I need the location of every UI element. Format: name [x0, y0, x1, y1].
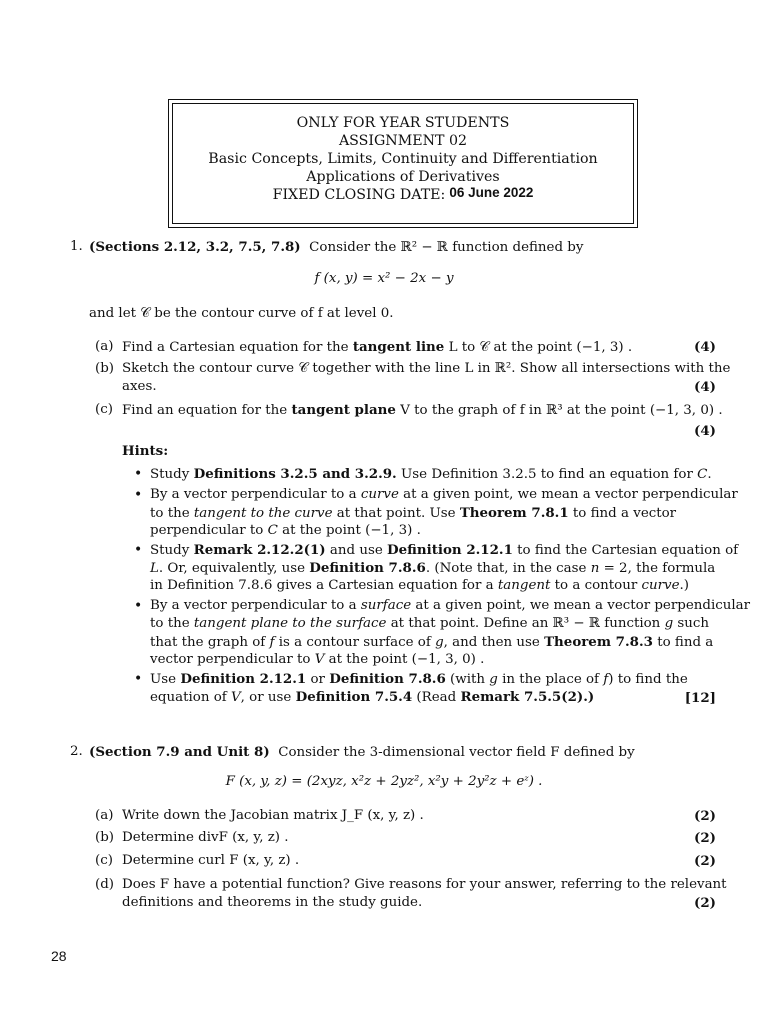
- q2-part-c-label: (c): [95, 853, 113, 868]
- q1-total-marks: [12]: [684, 690, 716, 706]
- hint-text: at the point (−1, 3, 0) .: [324, 652, 485, 667]
- hint-line: [150, 559, 715, 578]
- q1-part-c-marks: (4): [694, 423, 716, 439]
- header-line-1: ONLY FOR YEAR STUDENTS: [296, 115, 510, 131]
- hint-text: or: [306, 672, 330, 687]
- hint-line: [150, 486, 738, 504]
- hint-text: . Or, equivalently, use: [158, 561, 310, 576]
- hint-text: Study: [150, 543, 194, 558]
- hint-italic-text: g: [435, 635, 444, 650]
- hint-line: [150, 633, 713, 652]
- q2-part-a-text: Write down the Jacobian matrix J_F (x, y, z) .: [122, 808, 424, 823]
- q1-part-a-marks: (4): [694, 339, 716, 355]
- q1-part-c-text: [122, 401, 723, 420]
- hint-italic-text: surface: [360, 598, 412, 613]
- hint-text: at that point. Define an ℝ³ − ℝ function: [386, 616, 665, 631]
- q2-part-b-text: Determine divF (x, y, z) .: [122, 830, 289, 845]
- hint-text: , or use: [240, 690, 296, 705]
- header-text: [169, 114, 637, 204]
- q2-number: 2.: [70, 744, 83, 759]
- hint-bold-text: Definition 2.12.1: [387, 542, 513, 558]
- q1-part-a-post: L to 𝒞 at the point (−1, 3) .: [448, 340, 633, 355]
- hint-text: (Read: [412, 690, 461, 705]
- hint-bullet: •: [134, 466, 143, 482]
- hint-text: to the: [150, 506, 194, 521]
- hint-line: [150, 522, 421, 540]
- hint-text: at that point. Use: [332, 506, 460, 521]
- hint-italic-text: tangent plane to the surface: [193, 616, 387, 631]
- hint-line: [150, 651, 484, 669]
- hint-bold-text: Theorem 7.8.3: [544, 634, 653, 650]
- hint-italic-text: tangent to the curve: [193, 506, 333, 521]
- hint-bold-text: Remark 2.12.2(1): [193, 542, 326, 558]
- hint-italic-text: curve: [360, 487, 399, 502]
- hint-italic-text: n: [590, 561, 600, 576]
- hints-title: Hints:: [122, 443, 169, 459]
- header-line-3: Basic Concepts, Limits, Continuity and Differentiation: [208, 151, 598, 167]
- page-number: 28: [51, 948, 67, 964]
- hint-italic-text: tangent: [497, 578, 551, 593]
- hint-text: in Definition 7.8.6 gives a Cartesian equation for a: [150, 578, 498, 593]
- hint-text: such: [673, 616, 710, 631]
- q2-part-a-label: (a): [95, 808, 114, 823]
- hint-text: in the place of: [497, 672, 604, 687]
- hint-bullet: •: [134, 487, 143, 503]
- q2-equation-text: F (x, y, z) = (2xyz, x²z + 2yz², x²y + 2y²z + eᶻ) .: [225, 774, 543, 789]
- hint-text: By a vector perpendicular to a: [150, 487, 361, 502]
- q1-part-a-label: (a): [95, 339, 114, 354]
- q2-part-d-label: (d): [95, 877, 115, 892]
- hint-text: and use: [325, 543, 388, 558]
- assignment-header-box: [168, 99, 638, 228]
- hint-bold-text: Definition 7.8.6: [329, 671, 446, 687]
- hint-text: to find a: [652, 635, 714, 650]
- hint-italic-text: f: [603, 672, 609, 687]
- hint-text: to find the Cartesian equation of: [512, 543, 739, 558]
- hint-bullet: •: [134, 671, 143, 687]
- q1-part-b-line2: axes.: [122, 379, 157, 394]
- hint-text: equation of: [150, 690, 231, 705]
- q1-equation-text: f (x, y) = x² − 2x − y: [314, 271, 454, 286]
- hint-italic-text: f: [269, 635, 275, 650]
- q1-part-a-pre: Find a Cartesian equation for the: [122, 340, 349, 355]
- q1-part-c-pre: Find an equation for the: [122, 403, 288, 418]
- q1-part-c-bold: tangent plane: [291, 402, 396, 418]
- hint-text: Use Definition 3.2.5 to find an equation for: [396, 467, 698, 482]
- q1-part-a-bold: tangent line: [352, 339, 445, 355]
- q1-intro: Consider the ℝ² − ℝ function defined by: [309, 240, 584, 255]
- hint-text: , and then use: [443, 635, 545, 650]
- hint-text: at a given point, we mean a vector perpendicular: [411, 598, 751, 613]
- hint-text: perpendicular to: [150, 523, 268, 538]
- hint-bullet: •: [134, 542, 143, 558]
- closing-date-value: 06 June 2022: [449, 185, 534, 200]
- q2-sections: (Section 7.9 and Unit 8): [89, 744, 270, 760]
- hint-line: [150, 504, 676, 523]
- hint-line: [150, 577, 689, 595]
- hint-text: to find a vector: [568, 506, 677, 521]
- hint-italic-text: g: [664, 616, 674, 631]
- hint-bold-text: Definition 7.8.6: [309, 560, 426, 576]
- q2-part-c-text: Determine curl F (x, y, z) .: [122, 853, 300, 868]
- hint-text: is a contour surface of: [274, 635, 436, 650]
- q1-part-c-label: (c): [95, 402, 113, 417]
- hint-line: [150, 541, 738, 560]
- hint-bold-text: Definition 2.12.1: [180, 671, 307, 687]
- q1-part-a-text: [122, 338, 632, 357]
- hint-text: Study: [150, 467, 194, 482]
- hint-italic-text: C: [697, 467, 708, 482]
- header-line-2: ASSIGNMENT 02: [338, 133, 468, 149]
- q1-sections: (Sections 2.12, 3.2, 7.5, 7.8): [89, 239, 301, 255]
- hint-line: [150, 670, 688, 689]
- hint-italic-text: C: [267, 523, 278, 538]
- q2-part-b-marks: (2): [694, 830, 716, 846]
- closing-date-line: [169, 186, 637, 204]
- hint-text: . (Note that, in the case: [425, 561, 591, 576]
- hint-bold-text: Definitions 3.2.5 and 3.2.9.: [193, 466, 397, 482]
- q1-contour-text: and let 𝒞 be the contour curve of f at level 0.: [89, 306, 394, 321]
- q2-part-a-marks: (2): [694, 808, 716, 824]
- hint-text: By a vector perpendicular to a: [150, 598, 361, 613]
- q1-part-b-marks: (4): [694, 379, 716, 395]
- hint-bold-text: Definition 7.5.4: [295, 689, 413, 705]
- q2-part-d-marks: (2): [694, 895, 716, 911]
- hint-italic-text: g: [489, 672, 498, 687]
- q1-equation: [0, 270, 768, 288]
- q2-part-d-line2: definitions and theorems in the study guide.: [122, 895, 423, 910]
- q2-part-c-marks: (2): [694, 853, 716, 869]
- hint-bullet: •: [134, 598, 143, 614]
- hint-text: = 2, the formula: [599, 561, 716, 576]
- hint-line: [150, 615, 709, 633]
- q2-part-d-line1: Does F have a potential function? Give reasons for your answer, referring to the relevant: [122, 877, 727, 892]
- hint-bold-text: Theorem 7.8.1: [459, 505, 569, 521]
- hint-text: (with: [445, 672, 490, 687]
- hint-text: at a given point, we mean a vector perpendicular: [398, 487, 738, 502]
- q2-intro-line: [89, 743, 635, 762]
- q1-intro-line: [89, 238, 583, 257]
- q1-part-b-line1: Sketch the contour curve 𝒞 together with the line L in ℝ². Show all intersections with the: [122, 361, 731, 376]
- hint-italic-text: curve: [641, 578, 680, 593]
- q1-part-b-label: (b): [95, 361, 115, 376]
- hint-text: at the point (−1, 3) .: [277, 523, 421, 538]
- hint-bold-text: Remark 7.5.5(2).): [460, 689, 595, 705]
- hint-text: ) to find the: [608, 672, 688, 687]
- closing-date-label: FIXED CLOSING DATE:: [272, 187, 446, 203]
- q1-number: 1.: [70, 239, 83, 254]
- hint-italic-text: V: [231, 690, 241, 705]
- hint-line: [150, 597, 750, 615]
- q2-intro: Consider the 3-dimensional vector field F defined by: [278, 745, 635, 760]
- hint-line: [150, 465, 712, 484]
- hint-text: vector perpendicular to: [150, 652, 315, 667]
- hint-text: to the: [150, 616, 194, 631]
- header-line-4: Applications of Derivatives: [306, 169, 500, 185]
- q2-part-b-label: (b): [95, 830, 115, 845]
- hint-italic-text: V: [314, 652, 325, 667]
- q2-equation: [0, 773, 768, 791]
- hint-text: that the graph of: [150, 635, 270, 650]
- hint-text: to a contour: [550, 578, 642, 593]
- hint-text: .): [679, 578, 689, 593]
- hint-text: Use: [150, 672, 181, 687]
- q1-part-c-post: V to the graph of f in ℝ³ at the point (−1, 3, 0) .: [400, 403, 723, 418]
- hint-line: [150, 688, 594, 707]
- hint-italic-text: L: [150, 561, 159, 576]
- hint-text: .: [707, 467, 712, 482]
